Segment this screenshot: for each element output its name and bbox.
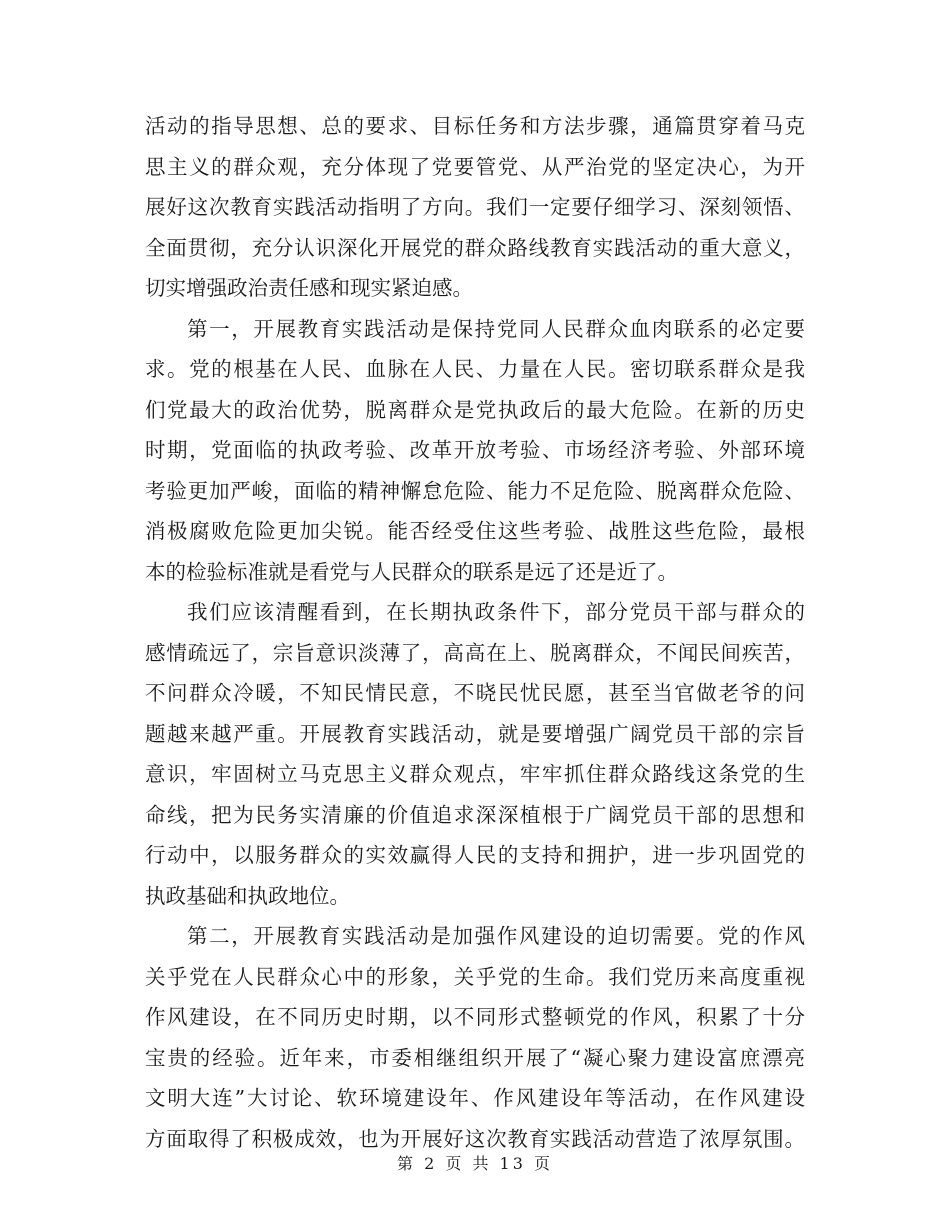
text-line: 时期，党面临的执政考验、改革开放考验、市场经济考验、外部环境 — [145, 438, 805, 462]
paragraph-first-line: 我们应该清醒看到，在长期执政条件下，部分党员干部与群众的 — [187, 600, 805, 624]
text-line: 考验更加严峻，面临的精神懈怠危险、能力不足危险、脱离群众危险、 — [145, 478, 805, 503]
text-line: 题越来越严重。开展教育实践活动，就是要增强广阔党员干部的宗旨 — [145, 721, 805, 746]
text-line: 全面贯彻，充分认识深化开展党的群众路线教育实践活动的重大意义， — [145, 235, 805, 260]
text-line: 思主义的群众观，充分体现了党要管党、从严治党的坚定决心，为开 — [145, 154, 805, 179]
paragraph-first-line: 第一，开展教育实践活动是保持党同人民群众血肉联系的必定要 — [187, 316, 805, 341]
text-line: 文明大连”大讨论、软环境建设年、作风建设年等活动，在作风建设 — [145, 1086, 805, 1110]
text-line: 命线，把为民务实清廉的价值追求深深植根于广阔党员干部的思想和 — [145, 802, 805, 827]
text-line: 关乎党在人民群众心中的形象，关乎党的生命。我们党历来高度重视 — [145, 964, 805, 989]
page-number-footer: 第 2 页 共 13 页 — [397, 1154, 553, 1173]
text-line: 求。党的根基在人民、血脉在人民、力量在人民。密切联系群众是我 — [145, 357, 805, 381]
paragraph-first-line: 第二，开展教育实践活动是加强作风建设的迫切需要。党的作风 — [187, 924, 805, 948]
text-line: 本的检验标准就是看党与人民群众的联系是远了还是近了。 — [145, 559, 678, 584]
text-line: 们党最大的政治优势，脱离群众是党执政后的最大危险。在新的历史 — [145, 397, 805, 422]
text-line: 消极腐败危险更加尖锐。能否经受住这些考验、战胜这些危险，最根 — [145, 519, 805, 543]
text-line: 执政基础和执政地位。 — [145, 883, 350, 908]
text-line: 行动中，以服务群众的实效赢得人民的支持和拥护，进一步巩固党的 — [145, 843, 805, 867]
text-line: 宝贵的经验。近年来，市委相继组织开展了“凝心聚力建设富庶漂亮 — [145, 1045, 805, 1070]
text-line: 感情疏远了，宗旨意识淡薄了，高高在上、脱离群众，不闻民间疾苦， — [145, 640, 805, 665]
text-line: 切实增强政治责任感和现实紧迫感。 — [145, 276, 473, 300]
text-line: 意识，牢固树立马克思主义群众观点，牢牢抓住群众路线这条党的生 — [145, 762, 805, 786]
text-line: 展好这次教育实践活动指明了方向。我们一定要仔细学习、深刻领悟、 — [145, 195, 805, 219]
text-line: 不问群众冷暖，不知民情民意，不晓民忧民愿，甚至当官做老爷的问 — [145, 681, 805, 705]
text-line: 作风建设，在不同历史时期，以不同形式整顿党的作风，积累了十分 — [145, 1005, 805, 1029]
text-line: 方面取得了积极成效，也为开展好这次教育实践活动营造了浓厚氛围。 — [145, 1126, 805, 1151]
text-line: 活动的指导思想、总的要求、目标任务和方法步骤，通篇贯穿着马克 — [145, 114, 805, 138]
